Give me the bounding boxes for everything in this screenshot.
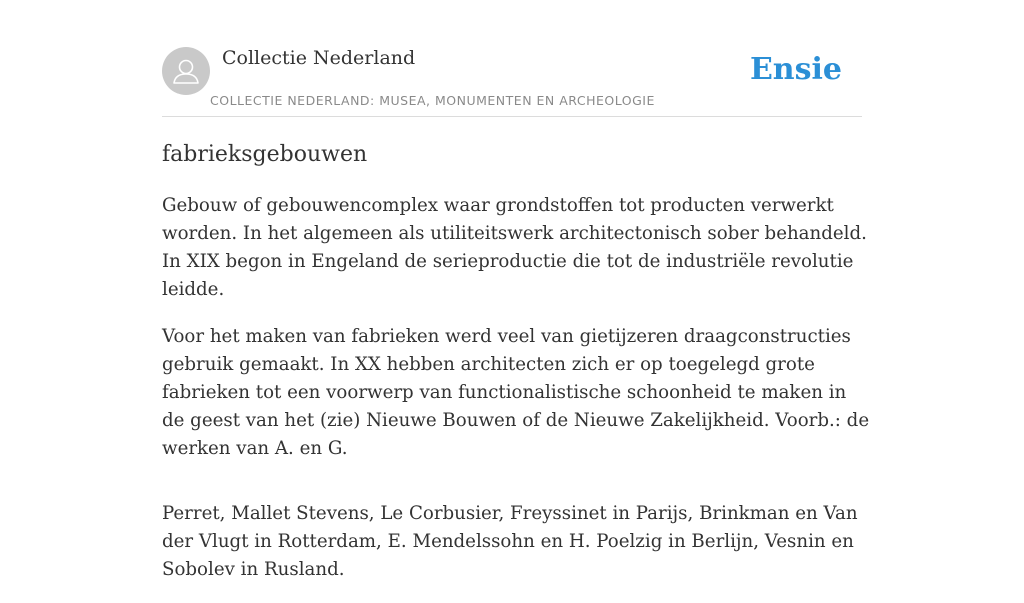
entry-definition (162, 192, 874, 603)
source-subtitle[interactable]: COLLECTIE NEDERLAND: MUSEA, MONUMENTEN EN ARCHEOLOGIE (210, 93, 655, 108)
definition-paragraph: Voor het maken van fabrieken werd veel van gietijzeren draagconstructies gebruik gemaakt. In XX hebben architecten zich er op toegelegd grote fabrieken tot een voorwerp van functionalistische schoonheid te maken in de geest van het (zie) Nieuwe Bouwen of de Nieuwe Zakelijkheid. Voorb.: de werken van A. en G. (162, 326, 870, 459)
avatar[interactable] (162, 47, 210, 95)
definition-paragraph: Perret, Mallet Stevens, Le Corbusier, Freyssinet in Parijs, Brinkman en Van der Vlugt in Rotterdam, E. Mendelssohn en H. Poelzig in Berlijn, Vesnin en Sobolev in Rusland. (162, 503, 858, 580)
user-silhouette-icon (162, 47, 210, 95)
ensie-logo[interactable]: Ensie (749, 52, 842, 87)
entry-header (162, 46, 862, 117)
author-name[interactable]: Collectie Nederland (222, 47, 416, 69)
entry-term: fabrieksgebouwen (162, 142, 368, 167)
definition-paragraph: Gebouw of gebouwencomplex waar grondstoffen tot producten verwerkt worden. In het algemeen als utiliteitswerk architectonisch sober behandeld. In XIX begon in Engeland de serieproductie die tot de industriële revolutie leidde. (162, 195, 867, 300)
